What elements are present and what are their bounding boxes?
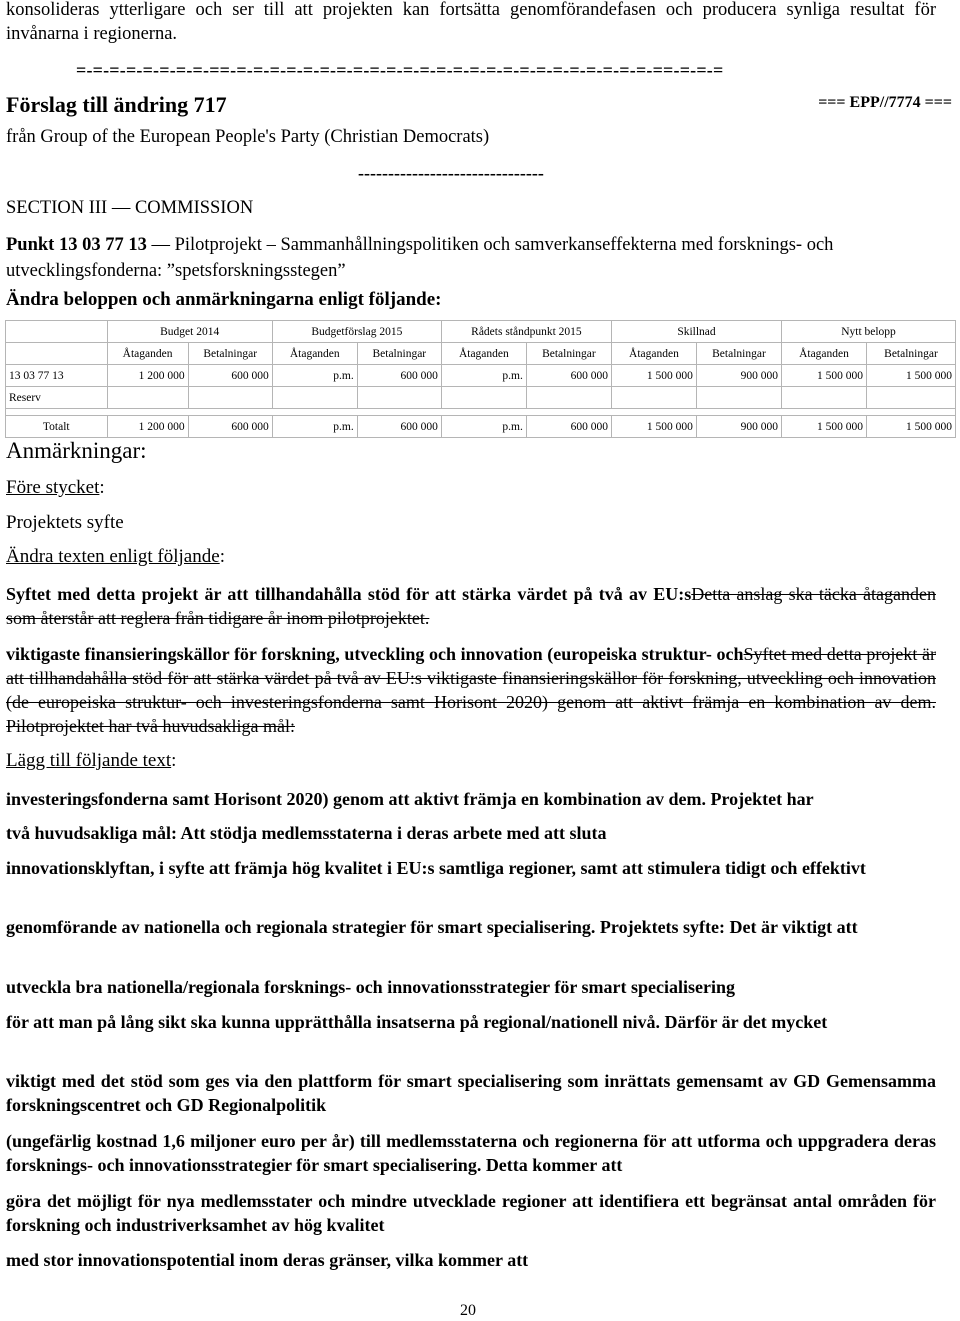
table-row — [6, 387, 956, 409]
table-cell — [526, 387, 611, 409]
before-paragraph-label — [6, 477, 105, 499]
colon: : — [99, 477, 105, 498]
added-paragraph: göra det möjligt för nya medlemsstater och mindre utvecklade regioner att identifiera ett begränsat antal områden för forskning och industriverksamhet av hög kvalitet — [6, 1191, 936, 1235]
change-text-instruction: Ändra texten enligt följande — [6, 546, 220, 567]
amendment-author: från Group of the European People's Party (Christian Democrats) — [6, 127, 490, 147]
table-cell: 1 500 000 — [866, 365, 955, 387]
subheader-cell: Betalningar — [526, 343, 611, 365]
group-header: Rådets ståndpunkt 2015 — [441, 321, 611, 343]
table-cell — [611, 387, 696, 409]
table-cell: 600 000 — [526, 416, 611, 438]
table-cell: 900 000 — [696, 365, 781, 387]
dashed-divider: ------------------------------- — [358, 163, 544, 183]
added-paragraph: två huvudsakliga mål: Att stödja medlemsstaterna i deras arbete med att sluta — [6, 823, 607, 843]
added-paragraph: innovationsklyftan, i syfte att främja hög kvalitet i EU:s samtliga regioner, samt att stimulera tidigt och effektivt — [6, 858, 866, 878]
group-header: Budget 2014 — [107, 321, 272, 343]
total-row — [6, 416, 956, 438]
amendment-title: Förslag till ändring 717 — [6, 92, 227, 117]
group-header: Skillnad — [611, 321, 781, 343]
remarks-heading: Anmärkningar: — [6, 438, 147, 463]
subheader-cell: Åtaganden — [272, 343, 357, 365]
table-cell: 1 200 000 — [107, 365, 188, 387]
table-cell — [696, 387, 781, 409]
intro-paragraph: konsolideras ytterligare och ser till att projekten kan fortsätta genomförandefasen och producera synliga resultat för invånarna i regionerna. — [6, 0, 936, 44]
subheader-cell: Åtaganden — [782, 343, 867, 365]
colon: : — [171, 750, 177, 771]
group-header: Budgetförslag 2015 — [272, 321, 441, 343]
subheader-cell: Betalningar — [696, 343, 781, 365]
subheader-cell: Betalningar — [188, 343, 272, 365]
added-paragraph: viktigt med det stöd som ges via den plattform för smart specialisering som inrättats gemensamt av GD Gemensamma forskningscentret och GD Regionalpolitik — [6, 1071, 936, 1115]
table-cell — [107, 387, 188, 409]
row-label: Reserv — [6, 387, 108, 409]
budget-line-title: — Pilotprojekt – Sammanhållningspolitiken och samverkanseffekterna med forsknings- och utvecklingsfonderna: ”spetsforskningsstegen” — [6, 235, 834, 281]
budget-line-heading — [6, 232, 956, 284]
row-label: 13 03 77 13 — [6, 365, 108, 387]
table-cell: p.m. — [272, 416, 357, 438]
table-cell: 600 000 — [357, 365, 441, 387]
table-cell — [357, 387, 441, 409]
budget-group-header-row — [6, 321, 956, 343]
before-paragraph-text: Före stycket — [6, 477, 100, 498]
subheader-cell: Betalningar — [866, 343, 955, 365]
page-number: 20 — [460, 1302, 476, 1319]
remark-paragraph-2 — [6, 642, 936, 738]
header-blank-cell — [6, 321, 108, 343]
added-paragraph: utveckla bra nationella/regionala forsknings- och innovationsstrategier för smart specialisering — [6, 977, 735, 997]
budget-table — [5, 320, 956, 438]
table-cell: p.m. — [441, 416, 526, 438]
project-purpose-label: Projektets syfte — [6, 512, 124, 533]
added-paragraph: (ungefärlig kostnad 1,6 miljoner euro per år) till medlemsstaterna och regionerna för att utforma och uppgradera deras forsknings- och innovationsstrategier för smart specialisering. Detta kommer att — [6, 1131, 936, 1175]
table-cell: 1 500 000 — [866, 416, 955, 438]
colon: : — [219, 546, 225, 567]
table-row — [6, 365, 956, 387]
group-header: Nytt belopp — [782, 321, 956, 343]
add-text-instruction: Lägg till följande text — [6, 750, 172, 771]
table-cell: 900 000 — [696, 416, 781, 438]
table-cell: 1 500 000 — [782, 365, 867, 387]
table-cell — [866, 387, 955, 409]
amounts-instruction: Ändra beloppen och anmärkningarna enligt följande: — [6, 289, 442, 310]
deleted-text: Detta anslag ska täcka åtaganden som återstår att reglera från tidigare år inom pilotprojektet. — [6, 584, 936, 628]
table-cell: 600 000 — [526, 365, 611, 387]
table-cell: 600 000 — [188, 365, 272, 387]
table-cell — [782, 387, 867, 409]
added-paragraph: med stor innovationspotential inom deras gränser, vilka kommer att — [6, 1250, 529, 1270]
table-cell: 1 500 000 — [611, 416, 696, 438]
amendment-separator: =-=-=-=-=-=-=-=-==-=-=-=-=-=-=-=-=-=-=-=-=-=-=-=-=-=-=-=-=-=-=-=-=-=-==-=-=-= — [76, 60, 724, 80]
table-cell: 1 200 000 — [107, 416, 188, 438]
total-label: Totalt — [6, 416, 108, 438]
table-cell: 600 000 — [188, 416, 272, 438]
section-heading: SECTION III — COMMISSION — [6, 198, 254, 218]
change-text-label — [6, 546, 225, 568]
subheader-cell: Betalningar — [357, 343, 441, 365]
subheader-cell: Åtaganden — [107, 343, 188, 365]
table-spacer-row — [6, 409, 956, 416]
amendment-code: === EPP//7774 === — [818, 94, 952, 111]
added-paragraph: investeringsfonderna samt Horisont 2020) genom att aktivt främja en kombination av dem. Projektet har — [6, 789, 814, 809]
subheader-cell: Åtaganden — [441, 343, 526, 365]
budget-subheader-row — [6, 343, 956, 365]
table-cell — [272, 387, 357, 409]
remark-paragraph-1 — [6, 582, 936, 630]
deleted-text: Syftet med detta projekt är att tillhandahålla stöd för att stärka värdet på två av EU:s viktigaste finansieringskällor för forskning, utveckling och innovation (de europeiska struktur- och investeringsfonderna samt Horisont 2020) genom att aktivt främja en kombination av dem. Pilotprojektet har två huvudsakliga mål: — [6, 644, 936, 736]
add-text-label — [6, 750, 176, 772]
table-cell: 1 500 000 — [611, 365, 696, 387]
table-cell — [188, 387, 272, 409]
budget-line-number: Punkt 13 03 77 13 — [6, 235, 147, 255]
added-paragraph: genomförande av nationella och regionala strategier för smart specialisering. Projektets syfte: Det är viktigt att — [6, 917, 858, 937]
added-paragraph: för att man på lång sikt ska kunna upprätthålla insatserna på regional/nationell nivå. Därför är det mycket — [6, 1012, 828, 1032]
table-cell: p.m. — [272, 365, 357, 387]
inserted-text: viktigaste finansieringskällor för forskning, utveckling och innovation (europeiska struktur- och — [6, 644, 744, 664]
table-cell: 1 500 000 — [782, 416, 867, 438]
header-blank-cell — [6, 343, 108, 365]
inserted-text: Syftet med detta projekt är att tillhandahålla stöd för att stärka värdet på två av EU:s — [6, 584, 692, 604]
table-cell: 600 000 — [357, 416, 441, 438]
spacer-cell — [6, 409, 956, 416]
table-cell — [441, 387, 526, 409]
subheader-cell: Åtaganden — [611, 343, 696, 365]
table-cell: p.m. — [441, 365, 526, 387]
